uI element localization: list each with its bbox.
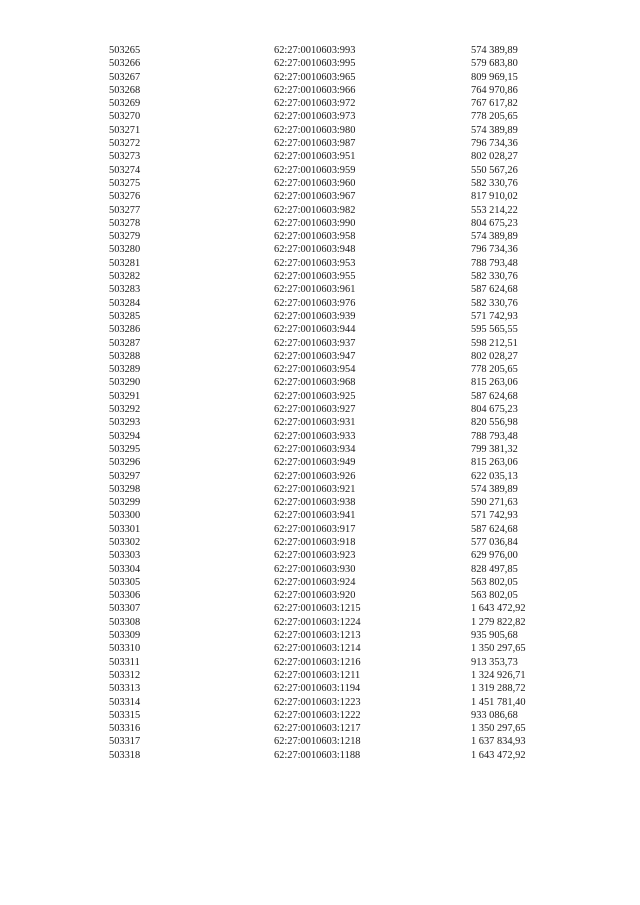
row-margin [0,403,109,416]
cadastral-value-cell: 587 624,68 [471,523,518,535]
record-number-cell: 503295 [109,443,141,455]
cadastral-value-cell: 815 263,06 [471,457,518,469]
row-margin [0,536,109,549]
cadastral-value-cell: 1 350 297,65 [471,643,526,655]
table-row [0,496,640,509]
table-row [0,549,640,562]
record-number-cell: 503281 [109,257,141,269]
cadastral-value-cell: 622 035,13 [471,470,518,482]
record-number-cell: 503269 [109,98,141,110]
table-row [0,71,640,84]
table-row [0,523,640,536]
table-row [0,270,640,283]
cadastral-value-cell: 788 793,48 [471,257,518,269]
record-number-cell: 503307 [109,603,141,615]
cadastral-value-cell: 796 734,36 [471,244,518,256]
cadastral-number-cell: 62:27:0010603:948 [274,244,356,256]
table-row [0,669,640,682]
row-margin [0,563,109,576]
table-row [0,709,640,722]
table-row [0,110,640,123]
row-margin [0,656,109,669]
cadastral-value-cell: 582 330,76 [471,297,518,309]
row-margin [0,150,109,163]
table-row [0,164,640,177]
record-number-cell: 503313 [109,683,141,695]
table-row [0,483,640,496]
table-row [0,416,640,429]
cadastral-value-cell: 629 976,00 [471,550,518,562]
table-row [0,682,640,695]
cadastral-number-cell: 62:27:0010603:920 [274,590,356,602]
cadastral-number-cell: 62:27:0010603:944 [274,324,356,336]
row-margin [0,204,109,217]
record-number-cell: 503299 [109,497,141,509]
cadastral-number-cell: 62:27:0010603:980 [274,124,356,136]
table-row [0,430,640,443]
table-row [0,735,640,748]
cadastral-value-cell: 1 279 822,82 [471,616,526,628]
record-number-cell: 503292 [109,404,141,416]
record-number-cell: 503305 [109,576,141,588]
table-row [0,616,640,629]
record-number-cell: 503276 [109,191,141,203]
cadastral-number-cell: 62:27:0010603:968 [274,377,356,389]
cadastral-number-cell: 62:27:0010603:990 [274,217,356,229]
cadastral-number-cell: 62:27:0010603:965 [274,71,356,83]
row-margin [0,297,109,310]
row-margin [0,137,109,150]
cadastral-value-cell: 587 624,68 [471,284,518,296]
cadastral-value-cell: 1 643 472,92 [471,603,526,615]
record-number-cell: 503296 [109,457,141,469]
table-row [0,137,640,150]
cadastral-number-cell: 62:27:0010603:923 [274,550,356,562]
row-margin [0,629,109,642]
cadastral-value-cell: 799 381,32 [471,443,518,455]
cadastral-number-cell: 62:27:0010603:1218 [274,736,361,748]
record-number-cell: 503267 [109,71,141,83]
cadastral-value-cell: 802 028,27 [471,350,518,362]
cadastral-number-cell: 62:27:0010603:921 [274,483,356,495]
row-margin [0,350,109,363]
cadastral-number-cell: 62:27:0010603:939 [274,310,356,322]
row-margin [0,642,109,655]
cadastral-value-cell: 574 389,89 [471,483,518,495]
cadastral-value-cell: 1 451 781,40 [471,696,526,708]
cadastral-number-cell: 62:27:0010603:927 [274,404,356,416]
record-number-cell: 503304 [109,563,141,575]
cadastral-value-cell: 935 905,68 [471,630,518,642]
row-margin [0,363,109,376]
table-row [0,403,640,416]
record-number-cell: 503287 [109,337,141,349]
cadastral-value-cell: 804 675,23 [471,404,518,416]
row-margin [0,749,109,762]
table-row [0,150,640,163]
row-margin [0,124,109,137]
cadastral-number-cell: 62:27:0010603:1214 [274,643,361,655]
cadastral-number-cell: 62:27:0010603:987 [274,138,356,150]
row-margin [0,456,109,469]
cadastral-number-cell: 62:27:0010603:993 [274,45,356,56]
row-margin [0,323,109,336]
row-margin [0,110,109,123]
table-row [0,642,640,655]
record-number-cell: 503279 [109,231,141,243]
cadastral-value-cell: 1 637 834,93 [471,736,526,748]
cadastral-value-cell: 1 350 297,65 [471,723,526,735]
row-margin [0,257,109,270]
table-row [0,376,640,389]
cadastral-value-cell: 809 969,15 [471,71,518,83]
row-margin [0,243,109,256]
row-margin [0,57,109,70]
record-number-cell: 503274 [109,164,141,176]
record-number-cell: 503308 [109,616,141,628]
table-row [0,602,640,615]
record-number-cell: 503290 [109,377,141,389]
cadastral-number-cell: 62:27:0010603:938 [274,497,356,509]
record-number-cell: 503317 [109,736,141,748]
cadastral-number-cell: 62:27:0010603:995 [274,58,356,70]
cadastral-value-cell: 820 556,98 [471,417,518,429]
cadastral-number-cell: 62:27:0010603:917 [274,523,356,535]
cadastral-number-cell: 62:27:0010603:1211 [274,669,361,681]
table-row [0,124,640,137]
cadastral-number-cell: 62:27:0010603:982 [274,204,356,216]
record-number-cell: 503283 [109,284,141,296]
record-number-cell: 503284 [109,297,141,309]
cadastral-number-cell: 62:27:0010603:941 [274,510,356,522]
table-row [0,283,640,296]
row-margin [0,722,109,735]
row-margin [0,376,109,389]
cadastral-value-cell: 796 734,36 [471,138,518,150]
registry-table [0,44,640,762]
cadastral-number-cell: 62:27:0010603:955 [274,271,356,283]
record-number-cell: 503314 [109,696,141,708]
cadastral-value-cell: 595 565,55 [471,324,518,336]
record-number-cell: 503273 [109,151,141,163]
record-number-cell: 503293 [109,417,141,429]
cadastral-number-cell: 62:27:0010603:966 [274,84,356,96]
cadastral-value-cell: 1 319 288,72 [471,683,526,695]
row-margin [0,669,109,682]
table-row [0,563,640,576]
row-margin [0,390,109,403]
record-number-cell: 503302 [109,536,141,548]
table-row [0,337,640,350]
cadastral-number-cell: 62:27:0010603:959 [274,164,356,176]
record-number-cell: 503312 [109,669,141,681]
cadastral-value-cell: 767 617,82 [471,98,518,110]
cadastral-value-cell: 802 028,27 [471,151,518,163]
cadastral-number-cell: 62:27:0010603:951 [274,151,356,163]
table-row [0,390,640,403]
table-row [0,243,640,256]
record-number-cell: 503311 [109,656,140,668]
cadastral-value-cell: 1 324 926,71 [471,669,526,681]
row-margin [0,589,109,602]
cadastral-number-cell: 62:27:0010603:930 [274,563,356,575]
record-number-cell: 503277 [109,204,141,216]
table-row [0,589,640,602]
row-margin [0,283,109,296]
table-row [0,350,640,363]
cadastral-number-cell: 62:27:0010603:967 [274,191,356,203]
row-margin [0,602,109,615]
cadastral-number-cell: 62:27:0010603:958 [274,231,356,243]
cadastral-value-cell: 571 742,93 [471,310,518,322]
record-number-cell: 503268 [109,84,141,96]
record-number-cell: 503297 [109,470,141,482]
record-number-cell: 503306 [109,590,141,602]
cadastral-number-cell: 62:27:0010603:947 [274,350,356,362]
cadastral-number-cell: 62:27:0010603:961 [274,284,356,296]
row-margin [0,696,109,709]
cadastral-value-cell: 817 910,02 [471,191,518,203]
table-row [0,97,640,110]
table-row [0,656,640,669]
cadastral-value-cell: 764 970,86 [471,84,518,96]
row-margin [0,483,109,496]
table-body [0,44,640,762]
table-row [0,443,640,456]
cadastral-number-cell: 62:27:0010603:1224 [274,616,361,628]
record-number-cell: 503309 [109,630,141,642]
table-row [0,749,640,762]
table-row [0,456,640,469]
cadastral-value-cell: 574 389,89 [471,124,518,136]
row-margin [0,164,109,177]
table-row [0,576,640,589]
row-margin [0,709,109,722]
cadastral-number-cell: 62:27:0010603:1223 [274,696,361,708]
record-number-cell: 503300 [109,510,141,522]
table-row [0,204,640,217]
row-margin [0,416,109,429]
cadastral-value-cell: 553 214,22 [471,204,518,216]
record-number-cell: 503275 [109,177,141,189]
table-row [0,536,640,549]
row-margin [0,230,109,243]
cadastral-number-cell: 62:27:0010603:925 [274,390,356,402]
record-number-cell: 503315 [109,709,141,721]
cadastral-number-cell: 62:27:0010603:976 [274,297,356,309]
record-number-cell: 503316 [109,723,141,735]
record-number-cell: 503272 [109,138,141,150]
cadastral-number-cell: 62:27:0010603:1213 [274,630,361,642]
record-number-cell: 503310 [109,643,141,655]
cadastral-value-cell: 577 036,84 [471,536,518,548]
row-margin [0,576,109,589]
record-number-cell: 503303 [109,550,141,562]
table-row [0,363,640,376]
row-margin [0,430,109,443]
row-margin [0,735,109,748]
cadastral-value-cell: 563 802,05 [471,576,518,588]
row-margin [0,310,109,323]
row-margin [0,509,109,522]
row-margin [0,71,109,84]
row-margin [0,523,109,536]
table-row [0,310,640,323]
table-row [0,722,640,735]
cadastral-number-cell: 62:27:0010603:934 [274,443,356,455]
table-row [0,217,640,230]
row-margin [0,190,109,203]
cadastral-value-cell: 1 643 472,92 [471,749,526,761]
cadastral-number-cell: 62:27:0010603:973 [274,111,356,123]
table-row [0,323,640,336]
cadastral-number-cell: 62:27:0010603:933 [274,430,356,442]
row-margin [0,470,109,483]
cadastral-value-cell: 574 389,89 [471,45,518,56]
table-row [0,177,640,190]
cadastral-value-cell: 574 389,89 [471,231,518,243]
record-number-cell: 503270 [109,111,141,123]
table-row [0,297,640,310]
cadastral-value-cell: 587 624,68 [471,390,518,402]
row-margin [0,616,109,629]
table-row [0,84,640,97]
cadastral-value-cell: 828 497,85 [471,563,518,575]
cadastral-value-cell: 913 353,73 [471,656,518,668]
cadastral-number-cell: 62:27:0010603:1222 [274,709,361,721]
cadastral-number-cell: 62:27:0010603:931 [274,417,356,429]
cadastral-number-cell: 62:27:0010603:1217 [274,723,361,735]
cadastral-value-cell: 590 271,63 [471,497,518,509]
row-margin [0,97,109,110]
record-number-cell: 503294 [109,430,141,442]
cadastral-number-cell: 62:27:0010603:918 [274,536,356,548]
table-row [0,509,640,522]
cadastral-value-cell: 598 212,51 [471,337,518,349]
cadastral-number-cell: 62:27:0010603:1216 [274,656,361,668]
row-margin [0,337,109,350]
cadastral-value-cell: 788 793,48 [471,430,518,442]
table-row [0,696,640,709]
cadastral-value-cell: 571 742,93 [471,510,518,522]
cadastral-number-cell: 62:27:0010603:949 [274,457,356,469]
cadastral-value-cell: 815 263,06 [471,377,518,389]
record-number-cell: 503288 [109,350,141,362]
cadastral-number-cell: 62:27:0010603:972 [274,98,356,110]
table-row [0,470,640,483]
cadastral-number-cell: 62:27:0010603:926 [274,470,356,482]
record-number-cell: 503298 [109,483,141,495]
cadastral-value-cell: 563 802,05 [471,590,518,602]
cadastral-number-cell: 62:27:0010603:960 [274,177,356,189]
cadastral-number-cell: 62:27:0010603:937 [274,337,356,349]
cadastral-number-cell: 62:27:0010603:1194 [274,683,361,695]
row-margin [0,44,109,57]
row-margin [0,177,109,190]
cadastral-value-cell: 778 205,65 [471,111,518,123]
row-margin [0,682,109,695]
cadastral-value-cell: 550 567,26 [471,164,518,176]
record-number-cell: 503282 [109,271,141,283]
record-number-cell: 503286 [109,324,141,336]
cadastral-value-cell: 582 330,76 [471,177,518,189]
cadastral-number-cell: 62:27:0010603:1215 [274,603,361,615]
cadastral-number-cell: 62:27:0010603:924 [274,576,356,588]
row-margin [0,217,109,230]
record-number-cell: 503301 [109,523,141,535]
row-margin [0,496,109,509]
record-number-cell: 503271 [109,124,141,136]
cadastral-value-cell: 778 205,65 [471,364,518,376]
cadastral-value-cell: 579 683,80 [471,58,518,70]
cadastral-number-cell: 62:27:0010603:953 [274,257,356,269]
row-margin [0,549,109,562]
record-number-cell: 503291 [109,390,141,402]
record-number-cell: 503285 [109,310,141,322]
row-margin [0,84,109,97]
record-number-cell: 503280 [109,244,141,256]
record-number-cell: 503318 [109,749,141,761]
table-row [0,57,640,70]
cadastral-value-cell: 804 675,23 [471,217,518,229]
row-margin [0,443,109,456]
record-number-cell: 503289 [109,364,141,376]
record-number-cell: 503266 [109,58,141,70]
table-row [0,629,640,642]
table-row [0,44,640,57]
table-row [0,190,640,203]
table-row [0,230,640,243]
cadastral-value-cell: 933 086,68 [471,709,518,721]
row-margin [0,270,109,283]
record-number-cell: 503278 [109,217,141,229]
table-row [0,257,640,270]
cadastral-number-cell: 62:27:0010603:1188 [274,749,361,761]
cadastral-value-cell: 582 330,76 [471,271,518,283]
cadastral-number-cell: 62:27:0010603:954 [274,364,356,376]
record-number-cell: 503265 [109,45,141,56]
